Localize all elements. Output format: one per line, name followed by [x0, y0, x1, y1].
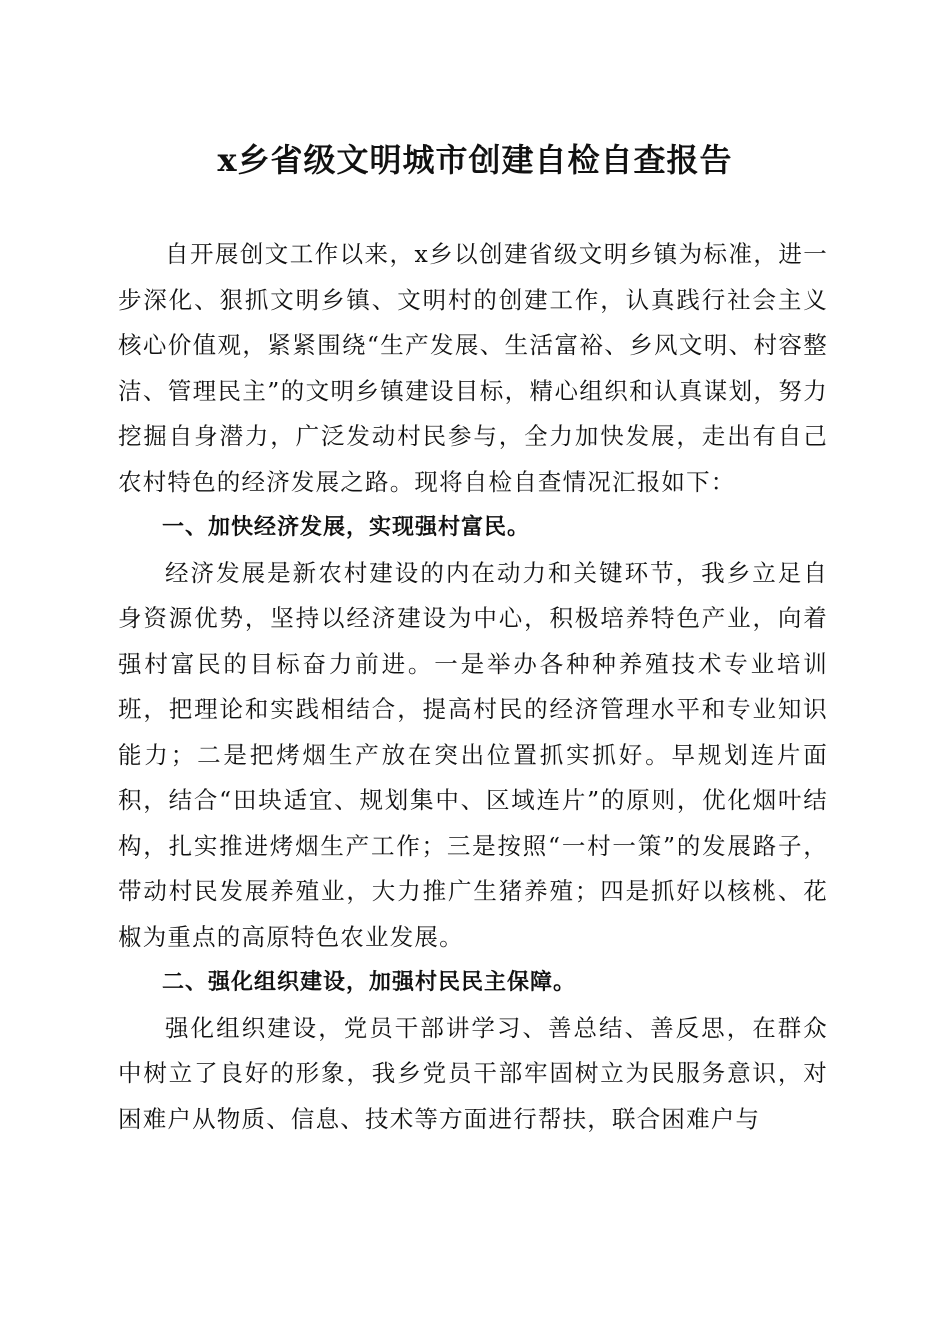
section-heading-1: 一、加快经济发展，实现强村富民。	[162, 515, 531, 540]
section-1-paragraph: 经济发展是新农村建设的内在动力和关键环节，我乡立足自身资源优势，坚持以经济建设为中心，积极培养特色产业，向着强村富民的目标奋力前进。一是举办各种种养殖技术专业培训班，把理论和实践相结合，提高村民的经济管理水平和专业知识能力；二是把烤烟生产放在突出位置抓实抓好。早规划连片面积，结合“田块适宜、规划集中、区域连片”的原则，优化烟叶结构，扎实推进烤烟生产工作；三是按照“一村一策”的发展路子，带动村民发展养殖业，大力推广生猪养殖；四是抓好以核桃、花椒为重点的高原特色农业发展。	[118, 558, 828, 951]
document-title: x乡省级文明城市创建自检自查报告	[217, 141, 733, 179]
section-2-paragraph: 强化组织建设，党员干部讲学习、善总结、善反思，在群众中树立了良好的形象，我乡党员干部牢固树立为民服务意识，对困难户从物质、信息、技术等方面进行帮扶，联合困难户与	[118, 1013, 828, 1133]
document-body	[118, 232, 828, 1142]
intro-paragraph: 自开展创文工作以来，x乡以创建省级文明乡镇为标准，进一步深化、狠抓文明乡镇、文明村的创建工作，认真践行社会主义核心价值观，紧紧围绕“生产发展、生活富裕、乡风文明、村容整洁、管理民主”的文明乡镇建设目标，精心组织和认真谋划，努力挖掘自身潜力，广泛发动村民参与，全力加快发展，走出有自己农村特色的经济发展之路。现将自检自查情况汇报如下：	[118, 240, 828, 496]
section-heading-2: 二、强化组织建设，加强村民民主保障。	[162, 970, 577, 995]
